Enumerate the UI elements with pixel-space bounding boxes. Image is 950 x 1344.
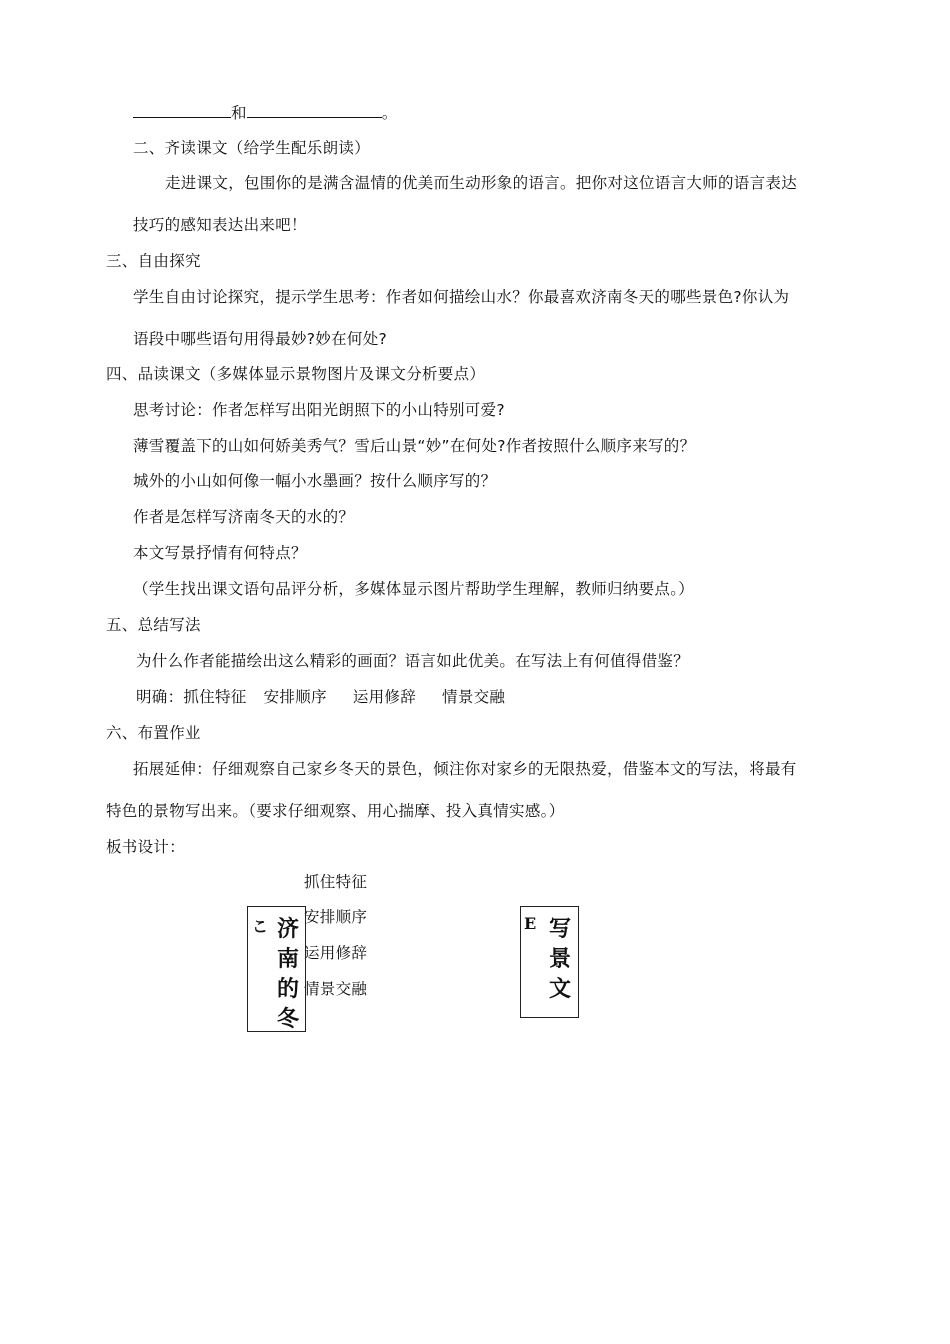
question-1: 思考讨论：作者怎样写出阳光朗照下的小山特别可爱? (133, 401, 505, 419)
board-heading: 板书设计： (106, 838, 186, 856)
section-2-para-line-2: 技巧的感知表达出来吧！ (133, 216, 307, 234)
section-4-note: （学生找出课文语句品评分析，多媒体显示图片帮助学生理解，教师归纳要点。） (133, 580, 695, 598)
left-box-fragment (252, 914, 269, 938)
section-5-question: 为什么作者能描绘出这么精彩的画面？语言如此优美。在写法上有何值得借鉴？ (136, 652, 690, 670)
board-item: 抓住特征 (304, 873, 368, 891)
question-5: 本文写景抒情有何特点？ (133, 544, 307, 562)
answer-item: 安排顺序 (263, 688, 327, 706)
section-2-para-line-1: 走进课文，包围你的是满含温情的优美而生动形象的语言。把你对这位语言大师的语言表达 (165, 174, 798, 192)
section-2-heading: 二、齐读课文（给学生配乐朗读） (133, 139, 371, 157)
board-item: 情景交融 (304, 980, 368, 998)
section-6-heading: 六、布置作业 (106, 724, 201, 742)
question-3: 城外的小山如何像一幅小水墨画？按什么顺序写的？ (133, 472, 497, 490)
section-6-para-line-2: 特色的景物写出来。（要求仔细观察、用心揣摩、投入真情实感。） (106, 802, 565, 820)
answer-label: 明确： (136, 688, 184, 706)
board-left-vertical-title: 济南的冬 (276, 916, 299, 1032)
question-2: 薄雪覆盖下的山如何娇美秀气？雪后山景“妙”在何处?作者按照什么顺序来写的？ (133, 437, 696, 455)
section-5-heading: 五、总结写法 (106, 616, 201, 634)
board-item: 运用修辞 (304, 944, 368, 962)
question-4: 作者是怎样写济南冬天的水的？ (133, 508, 355, 526)
section-4-heading: 四、品读课文（多媒体显示景物图片及课文分析要点） (106, 365, 486, 383)
end-punct: 。 (381, 104, 398, 122)
answer-item: 抓住特征 (183, 688, 247, 706)
section-3-heading: 三、自由探究 (106, 252, 201, 270)
blank-2[interactable] (247, 103, 382, 118)
fragment-glyph: E (524, 914, 537, 933)
answer-item: 情景交融 (442, 688, 506, 706)
connector-text: 和 (231, 104, 247, 122)
fragment-glyph: こ (252, 917, 269, 936)
board-right-vertical-title: 写景文 (548, 916, 571, 1002)
section-3-para-line-2: 语段中哪些语句用得最妙?妙在何处? (133, 330, 388, 348)
right-box-fragment (524, 914, 537, 938)
section-3-para-line-1: 学生自由讨论探究，提示学生思考：作者如何描绘山水？你最喜欢济南冬天的哪些景色?你认为 (133, 288, 790, 306)
blank-1[interactable] (133, 103, 231, 118)
answer-item: 运用修辞 (352, 688, 417, 706)
section-5-answer (136, 687, 505, 707)
board-item: 安排顺序 (304, 908, 368, 926)
section-6-para-line-1: 拓展延伸：仔细观察自己家乡冬天的景色，倾注你对家乡的无限热爱，借鉴本文的写法，将最有 (133, 760, 797, 778)
fill-in-line (133, 103, 398, 123)
